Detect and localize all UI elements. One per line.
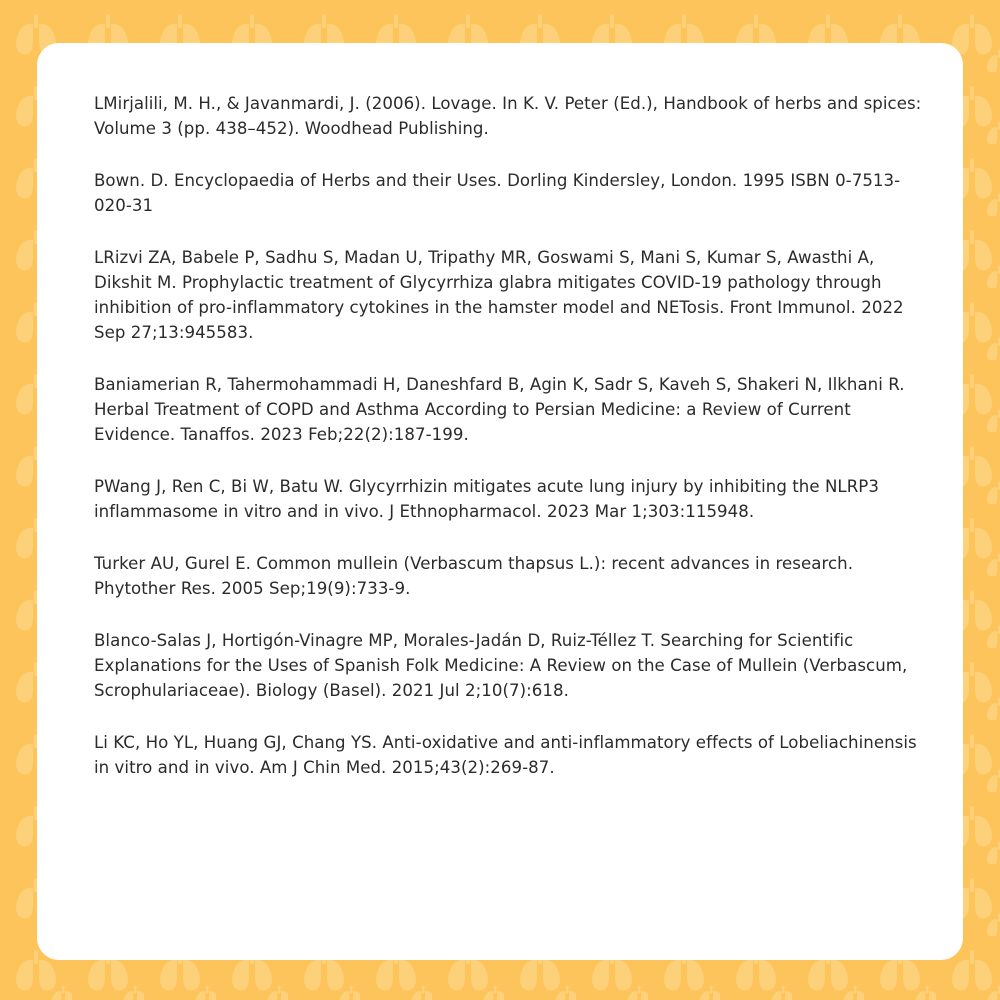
reference-item: LMirjalili, M. H., & Javanmardi, J. (2006). Lovage. In K. V. Peter (Ed.), Handbook of herbs and spices: Volume 3 (pp. 438–452). Woodhead Publishing. (94, 94, 922, 138)
reference-item: Turker AU, Gurel E. Common mullein (Verbascum thapsus L.): recent advances in research. Phytother Res. 2005 Sep;19(9):733-9. (94, 554, 854, 598)
reference-item: LRizvi ZA, Babele P, Sadhu S, Madan U, Tripathy MR, Goswami S, Mani S, Kumar S, Awasthi A, Dikshit M. Prophylactic treatment of Glycyrrhiza glabra mitigates COVID-19 pathology through inhibition of pro-inflammatory cytokines in the hamster model and NETosis. Front Immunol. 2022 Sep 27;13:945583. (94, 248, 904, 342)
references-card (37, 43, 963, 960)
reference-item: Baniamerian R, Tahermohammadi H, Daneshfard B, Agin K, Sadr S, Kaveh S, Shakeri N, Ilkhani R. Herbal Treatment of COPD and Asthma According to Persian Medicine: a Review of Current Evidence. Tanaffos. 2023 Feb;22(2):187-199. (94, 375, 905, 444)
reference-item: Bown. D. Encyclopaedia of Herbs and their Uses. Dorling Kindersley, London. 1995 ISBN 0-7513-020-31 (94, 171, 901, 215)
reference-item: Blanco-Salas J, Hortigón-Vinagre MP, Morales-Jadán D, Ruiz-Téllez T. Searching for Scientific Explanations for the Uses of Spanish Folk Medicine: A Review on the Case of Mullein (Verbascum, Scrophulariaceae). Biology (Basel). 2021 Jul 2;10(7):618. (94, 631, 908, 700)
reference-item: PWang J, Ren C, Bi W, Batu W. Glycyrrhizin mitigates acute lung injury by inhibiting the NLRP3 inflammasome in vitro and in vivo. J Ethnopharmacol. 2023 Mar 1;303:115948. (94, 477, 879, 521)
reference-item: Li KC, Ho YL, Huang GJ, Chang YS. Anti-oxidative and anti-inflammatory effects of Lobeliachinensis in vitro and in vivo. Am J Chin Med. 2015;43(2):269-87. (94, 733, 917, 777)
